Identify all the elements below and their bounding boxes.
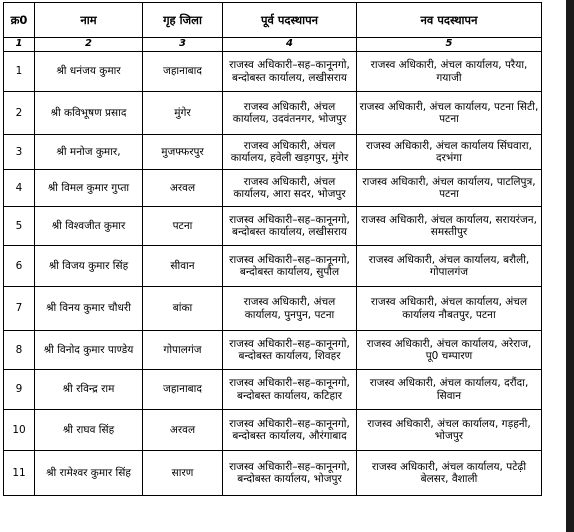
name-cell: श्री धनंजय कुमार [35,52,143,92]
name-cell: श्री मनोज कुमार, [35,135,143,170]
name-cell: श्री विश्वजीत कुमार [35,207,143,246]
page-edge-shadow [566,0,574,532]
new-posting-cell: राजस्व अधिकारी, अंचल कार्यालय, पटना सिटी, पटना [357,92,542,135]
serial-cell: 1 [4,52,35,92]
previous-posting-cell: राजस्व अधिकारी–सह–कानूनगो, बन्दोबस्त कार्यालय, सुपौल [223,246,357,287]
table-row [4,135,542,170]
header-serial: क्र0 [4,3,35,38]
home-district-cell: सीवान [143,246,223,287]
home-district-cell: जहानाबाद [143,52,223,92]
home-district-cell: मुंगेर [143,92,223,135]
previous-posting-cell: राजस्व अधिकारी–सह–कानूनगो, बन्दोबस्त कार्यालय, लखीसराय [223,207,357,246]
table-row [4,207,542,246]
header-row [4,3,542,38]
table-row [4,52,542,92]
header-name: नाम [35,3,143,38]
home-district-cell: सारण [143,451,223,496]
name-cell: श्री कविभूषण प्रसाद [35,92,143,135]
column-number: 4 [223,38,357,52]
home-district-cell: बांका [143,287,223,331]
serial-cell: 9 [4,370,35,410]
previous-posting-cell: राजस्व अधिकारी, अंचल कार्यालय, पुनपुन, पटना [223,287,357,331]
name-cell: श्री विनोद कुमार पाण्डेय [35,331,143,370]
new-posting-cell: राजस्व अधिकारी, अंचल कार्यालय, परैया, गयाजी [357,52,542,92]
previous-posting-cell: राजस्व अधिकारी–सह–कानूनगो, बन्दोबस्त कार्यालय, औरंगाबाद [223,410,357,451]
new-posting-cell: राजस्व अधिकारी, अंचल कार्यालय, सरायरंजन, समस्तीपुर [357,207,542,246]
table-row [4,410,542,451]
header-previous-posting: पूर्व पदस्थापन [223,3,357,38]
new-posting-cell: राजस्व अधिकारी, अंचल कार्यालय, गड़हनी, भोजपुर [357,410,542,451]
serial-cell: 3 [4,135,35,170]
column-number: 3 [143,38,223,52]
serial-cell: 11 [4,451,35,496]
header-new-posting: नव पदस्थापन [357,3,542,38]
previous-posting-cell: राजस्व अधिकारी–सह–कानूनगो, बन्दोबस्त कार्यालय, लखीसराय [223,52,357,92]
column-number-row [4,38,542,52]
name-cell: श्री विजय कुमार सिंह [35,246,143,287]
table-row [4,451,542,496]
table-row [4,92,542,135]
serial-cell: 4 [4,170,35,207]
home-district-cell: अरवल [143,410,223,451]
table-row [4,246,542,287]
name-cell: श्री विनय कुमार चौधरी [35,287,143,331]
serial-cell: 8 [4,331,35,370]
serial-cell: 6 [4,246,35,287]
home-district-cell: पटना [143,207,223,246]
table-row [4,287,542,331]
table-row [4,331,542,370]
new-posting-cell: राजस्व अधिकारी, अंचल कार्यालय, दरौंदा, सिवान [357,370,542,410]
new-posting-cell: राजस्व अधिकारी, अंचल कार्यालय सिंघवारा, दरभंगा [357,135,542,170]
previous-posting-cell: राजस्व अधिकारी, अंचल कार्यालय, उदवंतनगर, भोजपुर [223,92,357,135]
serial-cell: 10 [4,410,35,451]
serial-cell: 5 [4,207,35,246]
serial-cell: 2 [4,92,35,135]
new-posting-cell: राजस्व अधिकारी, अंचल कार्यालय, पाटलिपुत्र, पटना [357,170,542,207]
new-posting-cell: राजस्व अधिकारी, अंचल कार्यालय, अंचल कार्यालय नौबतपुर, पटना [357,287,542,331]
header-home-district: गृह जिला [143,3,223,38]
home-district-cell: जहानाबाद [143,370,223,410]
name-cell: श्री रामेश्वर कुमार सिंह [35,451,143,496]
previous-posting-cell: राजस्व अधिकारी–सह–कानूनगो, बन्दोबस्त कार्यालय, कटिहार [223,370,357,410]
home-district-cell: अरवल [143,170,223,207]
table-row [4,170,542,207]
previous-posting-cell: राजस्व अधिकारी–सह–कानूनगो, बन्दोबस्त कार्यालय, भोजपुर [223,451,357,496]
transfer-table [3,2,542,496]
previous-posting-cell: राजस्व अधिकारी–सह–कानूनगो, बन्दोबस्त कार्यालय, शिवहर [223,331,357,370]
table-row [4,370,542,410]
new-posting-cell: राजस्व अधिकारी, अंचल कार्यालय, पटेढ़ी बेलसर, वैशाली [357,451,542,496]
home-district-cell: गोपालगंज [143,331,223,370]
serial-cell: 7 [4,287,35,331]
name-cell: श्री रविन्द्र राम [35,370,143,410]
new-posting-cell: राजस्व अधिकारी, अंचल कार्यालय, अरेराज, पू0 चम्पारण [357,331,542,370]
column-number: 5 [357,38,542,52]
name-cell: श्री राघव सिंह [35,410,143,451]
home-district-cell: मुजफ्फरपुर [143,135,223,170]
column-number: 2 [35,38,143,52]
name-cell: श्री विमल कुमार गुप्ता [35,170,143,207]
previous-posting-cell: राजस्व अधिकारी, अंचल कार्यालय, हवेली खड़गपुर, मुंगेर [223,135,357,170]
column-number: 1 [4,38,35,52]
new-posting-cell: राजस्व अधिकारी, अंचल कार्यालय, बरौली, गोपालगंज [357,246,542,287]
previous-posting-cell: राजस्व अधिकारी, अंचल कार्यालय, आरा सदर, भोजपुर [223,170,357,207]
